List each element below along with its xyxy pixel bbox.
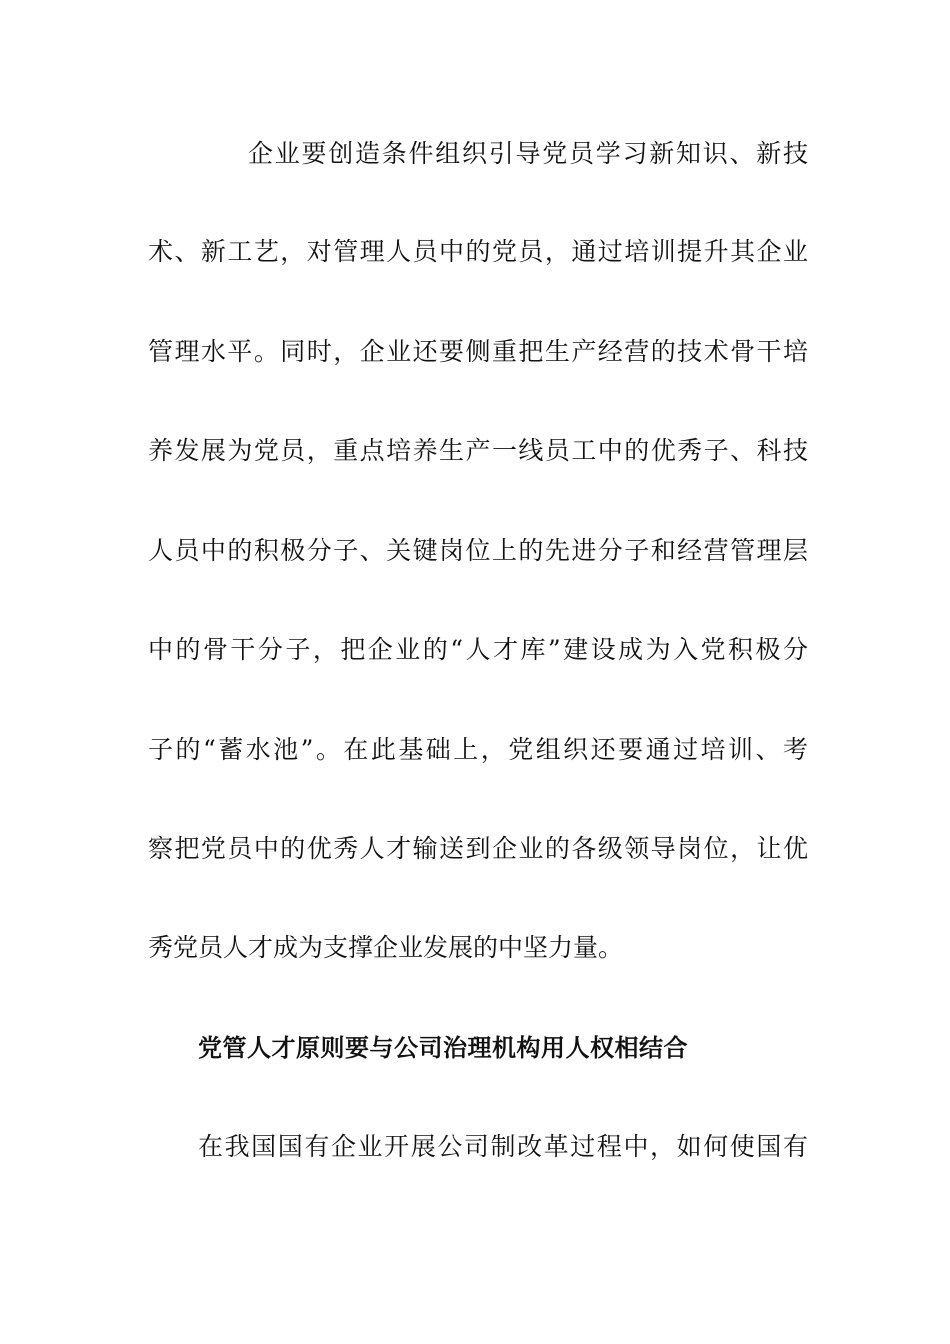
paragraph-1-line-6: 中的骨干分子，把企业的“人才库”建设成为入党积极分 xyxy=(148,635,808,664)
paragraph-1-line-9: 秀党员人才成为支撑企业发展的中坚力量。 xyxy=(148,933,624,962)
paragraph-1-line-2: 术、新工艺，对管理人员中的党员，通过培训提升其企业 xyxy=(148,237,808,266)
paragraph-1-line-7: 子的“蓄水池”。在此基础上，党组织还要通过培训、考 xyxy=(148,735,808,764)
paragraph-1-line-8: 察把党员中的优秀人才输送到企业的各级领导岗位，让优 xyxy=(148,834,808,863)
paragraph-1-line-1: 企业要创造条件组织引导党员学习新知识、新技 xyxy=(248,139,808,168)
section-heading: 党管人才原则要与公司治理机构用人权相结合 xyxy=(198,1034,688,1062)
paragraph-2-line-1: 在我国国有企业开展公司制改革过程中，如何使国有 xyxy=(198,1132,808,1161)
paragraph-1-line-4: 养发展为党员，重点培养生产一线员工中的优秀子、科技 xyxy=(148,436,808,465)
paragraph-1-line-3: 管理水平。同时，企业还要侧重把生产经营的技术骨干培 xyxy=(148,337,808,366)
paragraph-1-line-5: 人员中的积极分子、关键岗位上的先进分子和经营管理层 xyxy=(148,536,808,565)
